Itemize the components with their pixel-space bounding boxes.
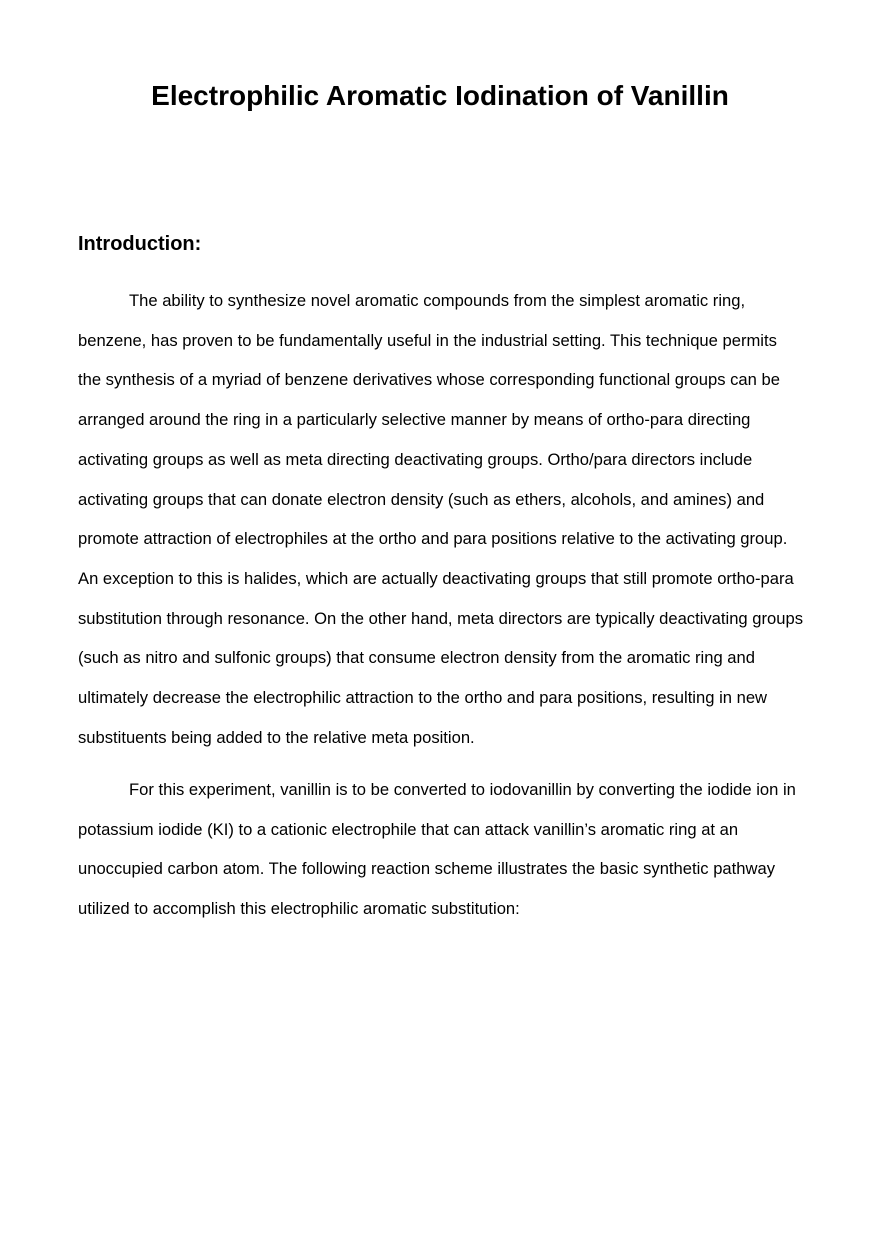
introduction-paragraph-2: For this experiment, vanillin is to be converted to iodovanillin by converting the iodide ion in potassium iodide (KI) to a cationic electrophile that can attack vanillin’s aromatic ring at an unoccupied carbon atom. The following reaction scheme illustrates the basic synthetic pathway utilized to accomplish this electrophilic aromatic substitution: — [78, 780, 796, 919]
section-heading-introduction: Introduction: — [78, 233, 202, 255]
document-title: Electrophilic Aromatic Iodination of Vanillin — [151, 80, 729, 111]
introduction-paragraph-1: The ability to synthesize novel aromatic compounds from the simplest aromatic ring, benzene, has proven to be fundamentally useful in the industrial setting. This technique permits the synthesis of a myriad of benzene derivatives whose corresponding functional groups can be arranged around the ring in a particularly selective manner by means of ortho-para directing activating groups as well as meta directing deactivating groups. Ortho/para directors include activating groups that can donate electron density (such as ethers, alcohols, and amines) and promote attraction of electrophiles at the ortho and para positions relative to the activating group. An exception to this is halides, which are actually deactivating groups that still promote ortho-para substitution through resonance. On the other hand, meta directors are typically deactivating groups (such as nitro and sulfonic groups) that consume electron density from the aromatic ring and ultimately decrease the electrophilic attraction to the ortho and para positions, resulting in new substituents being added to the relative meta position. — [78, 291, 804, 747]
